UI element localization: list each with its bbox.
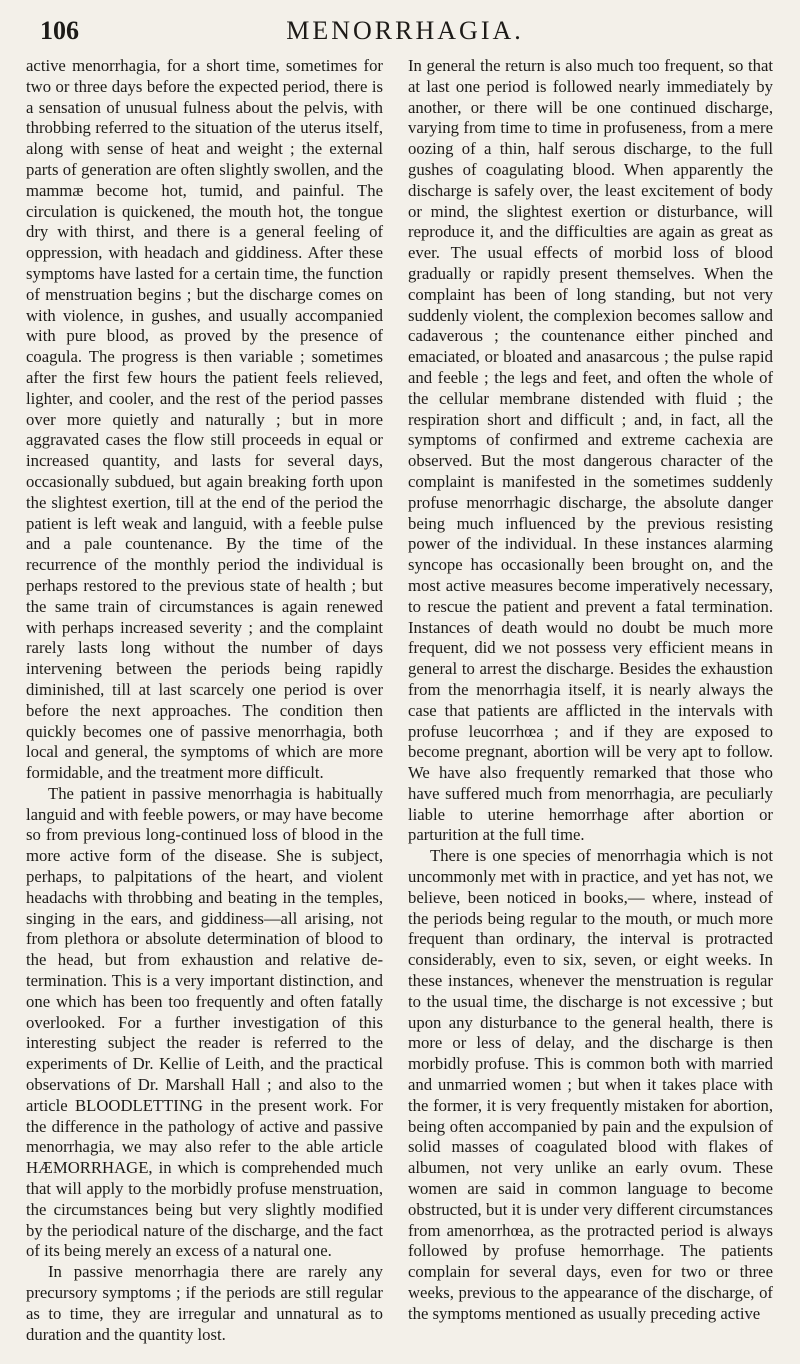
right-column: [408, 56, 773, 1325]
page-number: 106: [40, 16, 79, 45]
running-title: MENORRHAGIA.: [286, 16, 524, 45]
left-column: [26, 56, 383, 1345]
paragraph: In general the return is also much too frequent, so that at last one period is followed nearly immediately by another, or there will be one continued discharge, varying from time to time in profuseness, from a mere oozing of a thin, half serous discharge, to the full gushes of coagulating blood. When apparently the discharge is safely over, the least excitement of body or mind, the slightest exertion or disturbance, will reproduce it, and the difficulties are again as great as ever. The usual effects of morbid loss of blood gradually or rapidly present themselves. When the complaint has been of long standing, but not very suddenly violent, the complexion becomes sallow and cadaverous ; the countenance either pinched and emaciated, or bloated and anasarcous ; the pulse rapid and feeble ; the legs and feet, and often the whole of the cellular membrane distended with fluid ; the respiration short and difficult ; and, in fact, all the symptoms of confirmed and extreme cachexia are observed. But the most dangerous character of the complaint is manifested in the sometimes suddenly profuse menorrhagic discharge, the absolute danger being much influenced by the previous resisting power of the individual. In these instances alarming syncope has occasionally been brought on, and the most active measures become imperatively necessary, to rescue the patient and prevent a fatal termination. Instances of death would no doubt be much more frequent, did we not possess very efficient means in general to arrest the discharge. Besides the exhaustion from the menorrhagia itself, it is nearly always the case that patients are afflicted in the intervals with profuse leucorrhœa ; and if they are exposed to become pregnant, abortion will be very apt to follow. We have also frequently remarked that those who have suffered much from menorrhagia, are peculiarly liable to uterine hemorrhage after abortion or parturition at the full time.: [408, 56, 773, 845]
paragraph: There is one species of menorrhagia which is not uncommonly met with in practice, and yet has not, we believe, been noticed in books,— where, instead of the periods being regular to the mouth, or much more frequent than ordinary, the interval is protracted considerably, even to six, seven, or eight weeks. In these instances, whenever the menstruation is regular to the usual time, the discharge is not excessive ; but upon any disturbance to the general health, there is more or less of delay, and the discharge is then morbidly profuse. This is common both with married and unmarried women ; but when it takes place with the former, it is very frequently mistaken for abortion, being often accompanied by pain and the expulsion of solid masses of coagulated blood with flakes of albumen, not very unlike an early ovum. These women are said in common language to become obstructed, but it is under very different circumstances from amenorrhœa, as the protracted period is always followed by profuse hemorrhage. The patients complain for several days, even for two or three weeks, previous to the appearance of the discharge, of the symptoms mentioned as usually preceding active: [408, 846, 773, 1323]
paragraph: active menorrhagia, for a short time, sometimes for two or three days before the expected period, there is a sensation of unusual fulness about the pelvis, with throbbing referred to the situation of the uterus itself, along with sense of heat and weight ; the external parts of generation are often slightly swollen, and the mammæ become hot, tumid, and painful. The circulation is quickened, the mouth hot, the tongue dry with thirst, and there is a general feeling of oppression, with headach and giddiness. After these symptoms have lasted for a certain time, the function of menstruation begins ; but the discharge comes on with violence, in gushes, and usually accompanied with pure blood, as proved by the presence of coagula. The progress is then variable ; sometimes after the first few hours the patient feels relieved, lighter, and cooler, and the rest of the period passes over more quietly and naturally ; but in more aggravated cases the flow still proceeds in equal or increased quantity, and lasts for several days, occasionally subdued, but again breaking forth upon the slightest exertion, till at the end of the period the patient is left weak and languid, with a feeble pulse and a pale countenance. By the time of the recurrence of the monthly period the individual is perhaps restored to the previous state of health ; but the same train of circumstances is again renewed with perhaps increased severity ; and the complaint rarely lasts long without the number of days intervening between the periods being rapidly diminished, till at last scarcely one period is over before the next approaches. The condition then quickly becomes one of passive menorrhagia, both local and general, the symptoms of which are more formidable, and the treatment more difficult.: [26, 56, 383, 783]
running-head: [40, 16, 770, 56]
paragraph: In passive menorrhagia there are rarely any precursory symptoms ; if the periods are still regular as to time, they are irregular and unnatural as to duration and the quantity lost.: [26, 1262, 383, 1344]
paragraph: The patient in passive menorrhagia is habitually languid and with feeble powers, or may have become so from previous long-continued loss of blood in the more active form of the disease. She is subject, perhaps, to palpitations of the heart, and violent headachs with throbbing and beating in the temples, singing in the ears, and giddiness—all arising, not from plethora or absolute determination of blood to the head, but from exhaustion and relative determination. This is a very important distinction, and one which has been too frequently and often fatally overlooked. For a further investigation of this interesting subject the reader is referred to the experiments of Dr. Kellie of Leith, and the practical observations of Dr. Marshall Hall ; and also to the article BLOODLETTING in the present work. For the difference in the pathology of active and passive menorrhagia, we may also refer to the able article HÆMORRHAGE, in which is comprehended much that will apply to the morbidly profuse menstruation, the circumstances being but very slightly modified by the periodical nature of the discharge, and the fact of its being merely an excess of a natural one.: [26, 783, 383, 1261]
